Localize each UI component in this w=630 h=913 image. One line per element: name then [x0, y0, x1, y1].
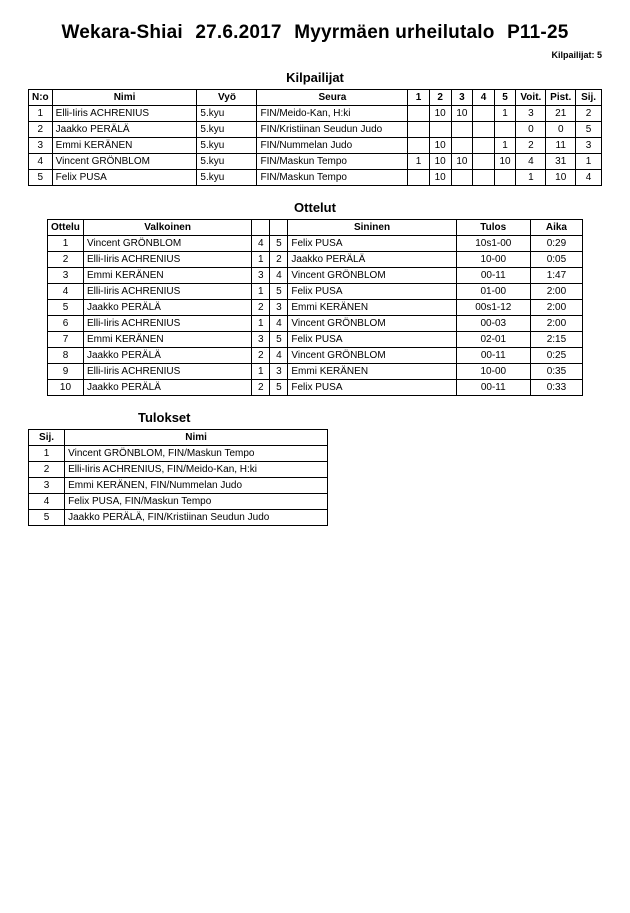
table-row [29, 154, 602, 170]
cell-voit: 1 [516, 170, 546, 186]
col-header-seura: Seura [257, 90, 408, 106]
table-row [29, 462, 328, 478]
col-header-pist: Pist. [546, 90, 576, 106]
cell-voit: 3 [516, 106, 546, 122]
cell-seura: FIN/Maskun Tempo [257, 154, 408, 170]
cell-match-5: 10 [494, 154, 516, 170]
cell-blue-number: 3 [270, 364, 288, 380]
cell-match-2: 10 [429, 138, 451, 154]
cell-ottelu-no: 3 [48, 268, 84, 284]
cell-sininen: Vincent GRÖNBLOM [288, 268, 456, 284]
page-title [0, 22, 630, 44]
cell-nimi: Felix PUSA [52, 170, 197, 186]
table-row [48, 300, 583, 316]
cell-result-sij: 3 [29, 478, 65, 494]
cell-nimi: Elli-Iiris ACHRENIUS [52, 106, 197, 122]
table-row [48, 316, 583, 332]
table-row [29, 138, 602, 154]
cell-blue-number: 4 [270, 348, 288, 364]
col-header-sininen: Sininen [288, 220, 456, 236]
cell-vyo: 5.kyu [197, 106, 257, 122]
cell-seura: FIN/Meido-Kan, H:ki [257, 106, 408, 122]
cell-result-nimi: Vincent GRÖNBLOM, FIN/Maskun Tempo [65, 446, 328, 462]
cell-pist: 11 [546, 138, 576, 154]
cell-voit: 2 [516, 138, 546, 154]
cell-ottelu-no: 1 [48, 236, 84, 252]
cell-sininen: Vincent GRÖNBLOM [288, 316, 456, 332]
col-header-result-nimi: Nimi [65, 430, 328, 446]
cell-match-3 [451, 122, 473, 138]
cell-no: 5 [29, 170, 53, 186]
cell-sininen: Felix PUSA [288, 332, 456, 348]
cell-blue-number: 3 [270, 300, 288, 316]
cell-no: 4 [29, 154, 53, 170]
cell-vyo: 5.kyu [197, 138, 257, 154]
cell-blue-number: 4 [270, 268, 288, 284]
cell-tulos: 10-00 [456, 364, 530, 380]
cell-match-3: 10 [451, 106, 473, 122]
cell-aika: 0:05 [530, 252, 582, 268]
cell-match-1 [408, 138, 429, 154]
cell-sij: 5 [576, 122, 602, 138]
cell-match-1 [408, 170, 429, 186]
cell-aika: 0:25 [530, 348, 582, 364]
title-event: Wekara-Shiai [61, 22, 183, 43]
cell-match-5 [494, 122, 516, 138]
tulokset-table [28, 429, 328, 526]
table-row [29, 510, 328, 526]
cell-white-number: 1 [252, 364, 270, 380]
cell-match-4 [473, 170, 494, 186]
col-header-no: N:o [29, 90, 53, 106]
table-row [48, 332, 583, 348]
cell-valkoinen: Jaakko PERÄLÄ [83, 300, 251, 316]
cell-sininen: Felix PUSA [288, 380, 456, 396]
cell-sininen: Emmi KERÄNEN [288, 300, 456, 316]
cell-white-number: 4 [252, 236, 270, 252]
cell-voit: 4 [516, 154, 546, 170]
cell-ottelu-no: 2 [48, 252, 84, 268]
cell-valkoinen: Elli-Iiris ACHRENIUS [83, 316, 251, 332]
cell-match-2 [429, 122, 451, 138]
cell-tulos: 02-01 [456, 332, 530, 348]
cell-valkoinen: Vincent GRÖNBLOM [83, 236, 251, 252]
cell-tulos: 00-11 [456, 348, 530, 364]
cell-pist: 0 [546, 122, 576, 138]
section-heading-ottelut: Ottelut [294, 200, 336, 215]
cell-match-2: 10 [429, 154, 451, 170]
cell-sij: 1 [576, 154, 602, 170]
tulokset-table-wrap [28, 429, 630, 526]
table-row [48, 380, 583, 396]
col-header-match-1: 1 [408, 90, 429, 106]
cell-blue-number: 5 [270, 332, 288, 348]
cell-no: 1 [29, 106, 53, 122]
cell-nimi: Jaakko PERÄLÄ [52, 122, 197, 138]
table-row [48, 364, 583, 380]
cell-match-4 [473, 106, 494, 122]
section-heading-tulokset: Tulokset [138, 410, 191, 425]
cell-ottelu-no: 6 [48, 316, 84, 332]
cell-nimi: Vincent GRÖNBLOM [52, 154, 197, 170]
table-header-row [29, 430, 328, 446]
cell-aika: 1:47 [530, 268, 582, 284]
cell-match-4 [473, 138, 494, 154]
cell-match-4 [473, 122, 494, 138]
cell-white-number: 2 [252, 380, 270, 396]
cell-white-number: 1 [252, 284, 270, 300]
table-row [48, 236, 583, 252]
cell-result-sij: 5 [29, 510, 65, 526]
cell-tulos: 10-00 [456, 252, 530, 268]
col-header-match-3: 3 [451, 90, 473, 106]
cell-match-2: 10 [429, 106, 451, 122]
section-heading-kilpailijat: Kilpailijat [286, 70, 344, 85]
cell-result-nimi: Emmi KERÄNEN, FIN/Nummelan Judo [65, 478, 328, 494]
cell-tulos: 00-11 [456, 268, 530, 284]
table-row [48, 284, 583, 300]
table-row [29, 446, 328, 462]
cell-sininen: Emmi KERÄNEN [288, 364, 456, 380]
cell-white-number: 2 [252, 348, 270, 364]
kilpailijat-table [28, 89, 602, 186]
cell-match-4 [473, 154, 494, 170]
cell-sij: 4 [576, 170, 602, 186]
cell-ottelu-no: 9 [48, 364, 84, 380]
cell-aika: 0:33 [530, 380, 582, 396]
table-row [29, 478, 328, 494]
table-header-row [48, 220, 583, 236]
col-header-valkoinen: Valkoinen [83, 220, 251, 236]
ottelut-table-wrap [0, 219, 630, 396]
cell-valkoinen: Jaakko PERÄLÄ [83, 380, 251, 396]
cell-ottelu-no: 5 [48, 300, 84, 316]
cell-blue-number: 2 [270, 252, 288, 268]
cell-aika: 0:29 [530, 236, 582, 252]
col-header-match-4: 4 [473, 90, 494, 106]
cell-aika: 2:00 [530, 300, 582, 316]
cell-white-number: 2 [252, 300, 270, 316]
cell-blue-number: 5 [270, 284, 288, 300]
cell-aika: 0:35 [530, 364, 582, 380]
cell-match-1 [408, 122, 429, 138]
cell-result-nimi: Elli-Iiris ACHRENIUS, FIN/Meido-Kan, H:ki [65, 462, 328, 478]
kilpailijat-table-wrap [0, 89, 630, 186]
col-header-nimi: Nimi [52, 90, 197, 106]
cell-sij: 3 [576, 138, 602, 154]
cell-result-nimi: Jaakko PERÄLÄ, FIN/Kristiinan Seudun Judo [65, 510, 328, 526]
col-header-ottelu: Ottelu [48, 220, 84, 236]
cell-sininen: Felix PUSA [288, 236, 456, 252]
cell-ottelu-no: 10 [48, 380, 84, 396]
table-row [29, 122, 602, 138]
cell-valkoinen: Elli-Iiris ACHRENIUS [83, 284, 251, 300]
col-header-aika: Aika [530, 220, 582, 236]
table-row [29, 494, 328, 510]
cell-white-number: 3 [252, 268, 270, 284]
cell-match-1 [408, 106, 429, 122]
cell-sininen: Vincent GRÖNBLOM [288, 348, 456, 364]
cell-seura: FIN/Nummelan Judo [257, 138, 408, 154]
cell-vyo: 5.kyu [197, 170, 257, 186]
cell-match-5 [494, 170, 516, 186]
cell-tulos: 01-00 [456, 284, 530, 300]
cell-match-3: 10 [451, 154, 473, 170]
title-date: 27.6.2017 [195, 22, 282, 43]
title-venue: Myyrmäen urheilutalo [294, 22, 495, 43]
cell-result-sij: 1 [29, 446, 65, 462]
cell-valkoinen: Elli-Iiris ACHRENIUS [83, 252, 251, 268]
cell-blue-number: 5 [270, 236, 288, 252]
cell-result-nimi: Felix PUSA, FIN/Maskun Tempo [65, 494, 328, 510]
document-page [0, 22, 630, 913]
cell-valkoinen: Elli-Iiris ACHRENIUS [83, 364, 251, 380]
cell-tulos: 10s1-00 [456, 236, 530, 252]
cell-valkoinen: Emmi KERÄNEN [83, 268, 251, 284]
cell-ottelu-no: 8 [48, 348, 84, 364]
cell-tulos: 00-11 [456, 380, 530, 396]
cell-no: 2 [29, 122, 53, 138]
col-header-white-number [252, 220, 270, 236]
cell-nimi: Emmi KERÄNEN [52, 138, 197, 154]
cell-sininen: Jaakko PERÄLÄ [288, 252, 456, 268]
cell-match-2: 10 [429, 170, 451, 186]
cell-pist: 31 [546, 154, 576, 170]
table-row [29, 106, 602, 122]
col-header-result-sij: Sij. [29, 430, 65, 446]
cell-white-number: 1 [252, 316, 270, 332]
cell-white-number: 1 [252, 252, 270, 268]
cell-sij: 2 [576, 106, 602, 122]
cell-voit: 0 [516, 122, 546, 138]
col-header-match-5: 5 [494, 90, 516, 106]
cell-pist: 10 [546, 170, 576, 186]
cell-vyo: 5.kyu [197, 122, 257, 138]
cell-match-5: 1 [494, 138, 516, 154]
cell-blue-number: 5 [270, 380, 288, 396]
cell-white-number: 3 [252, 332, 270, 348]
cell-aika: 2:00 [530, 316, 582, 332]
cell-seura: FIN/Maskun Tempo [257, 170, 408, 186]
col-header-tulos: Tulos [456, 220, 530, 236]
col-header-vyo: Vyö [197, 90, 257, 106]
cell-valkoinen: Emmi KERÄNEN [83, 332, 251, 348]
cell-no: 3 [29, 138, 53, 154]
ottelut-table [47, 219, 583, 396]
cell-aika: 2:15 [530, 332, 582, 348]
col-header-match-2: 2 [429, 90, 451, 106]
cell-result-sij: 2 [29, 462, 65, 478]
cell-match-3 [451, 138, 473, 154]
cell-ottelu-no: 7 [48, 332, 84, 348]
title-category: P11-25 [507, 22, 569, 43]
col-header-sij: Sij. [576, 90, 602, 106]
cell-valkoinen: Jaakko PERÄLÄ [83, 348, 251, 364]
col-header-blue-number [270, 220, 288, 236]
cell-ottelu-no: 4 [48, 284, 84, 300]
cell-tulos: 00-03 [456, 316, 530, 332]
cell-match-3 [451, 170, 473, 186]
table-header-row [29, 90, 602, 106]
cell-blue-number: 4 [270, 316, 288, 332]
table-row [48, 268, 583, 284]
cell-pist: 21 [546, 106, 576, 122]
competitor-count: Kilpailijat: 5 [551, 50, 602, 60]
table-row [29, 170, 602, 186]
cell-seura: FIN/Kristiinan Seudun Judo [257, 122, 408, 138]
table-row [48, 348, 583, 364]
cell-match-5: 1 [494, 106, 516, 122]
cell-sininen: Felix PUSA [288, 284, 456, 300]
cell-tulos: 00s1-12 [456, 300, 530, 316]
table-row [48, 252, 583, 268]
cell-match-1: 1 [408, 154, 429, 170]
cell-vyo: 5.kyu [197, 154, 257, 170]
cell-aika: 2:00 [530, 284, 582, 300]
cell-result-sij: 4 [29, 494, 65, 510]
col-header-voit: Voit. [516, 90, 546, 106]
